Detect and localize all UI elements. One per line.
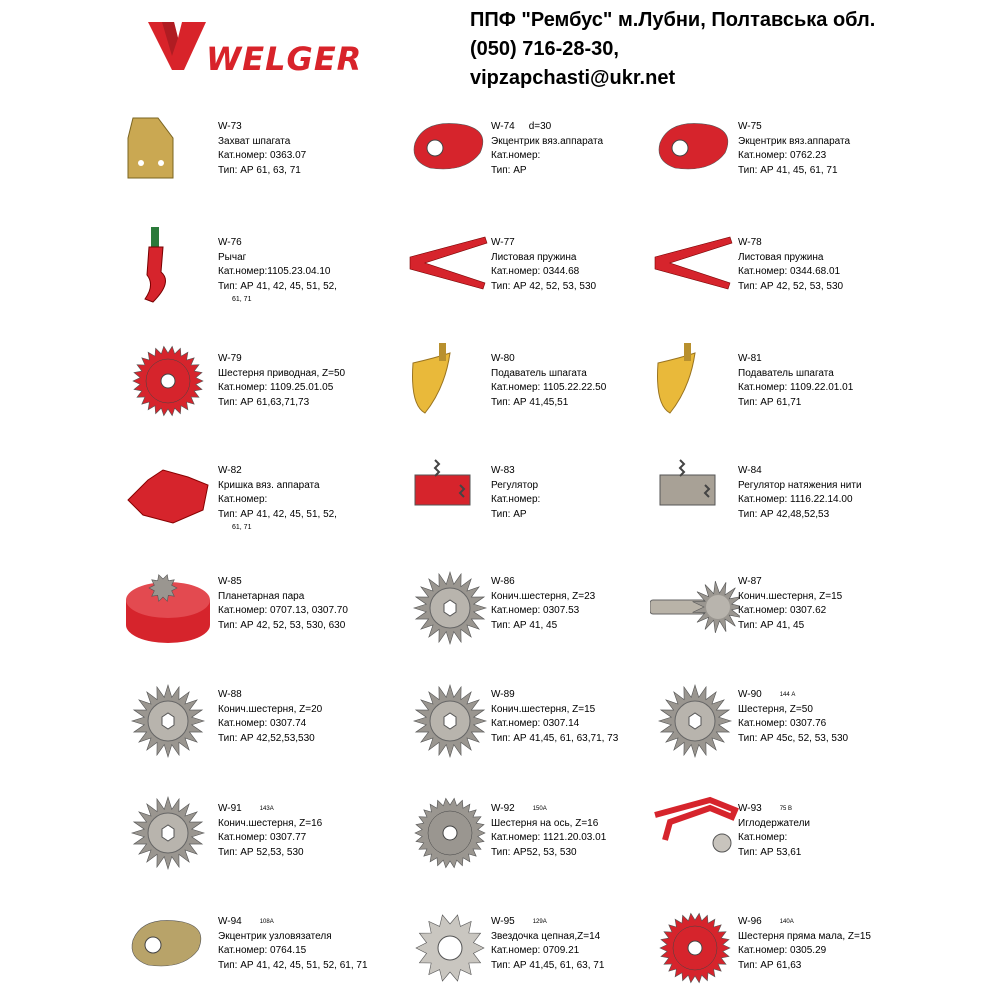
part-code-row	[491, 802, 606, 817]
part-code-row	[491, 352, 606, 367]
part-type: Тип: АР 61,71	[738, 396, 802, 408]
part-description	[491, 120, 603, 178]
part-type-continued: 61, 71	[232, 524, 252, 531]
brand-name: WELGER	[206, 40, 363, 78]
part-note: 75 В	[779, 806, 793, 812]
part-code: W-85	[218, 576, 242, 587]
part-code-row	[218, 575, 348, 590]
part-code-row	[491, 236, 596, 251]
part-type: Тип: АР 41, 45	[491, 619, 558, 631]
contact-phone: (050) 716-28-30,	[470, 38, 619, 60]
part-description	[738, 236, 843, 294]
needle-holder-icon	[650, 795, 740, 880]
part-name: Подаватель шпагата	[491, 367, 587, 379]
part-description	[218, 575, 348, 633]
part-catalog-number: Кат.номер:	[491, 150, 541, 161]
part-code: W-88	[218, 689, 242, 700]
planetary-gear-icon	[123, 570, 213, 655]
part-description	[491, 236, 596, 294]
cover-icon	[123, 455, 213, 540]
part-catalog-number: Кат.номер: 1109.22.01.01	[738, 382, 854, 393]
part-code-row	[738, 575, 842, 590]
part-type: Тип: АР 45с, 52, 53, 530	[738, 732, 849, 744]
part-type: Тип: АР 41,45,51	[491, 396, 569, 408]
part-code-row	[738, 688, 848, 703]
part-code-row	[491, 120, 603, 135]
bevel-gear-shaft-icon	[650, 570, 740, 655]
part-description	[218, 236, 337, 306]
part-description	[491, 688, 618, 746]
part-catalog-number: Кат.номер: 0344.68	[491, 266, 580, 277]
part-code-row	[738, 120, 850, 135]
bevel-gear-icon	[650, 683, 740, 768]
part-type: Тип: АР 52,53, 530	[218, 846, 304, 858]
part-name: Экцентрик вяз.аппарата	[491, 135, 604, 147]
part-description	[738, 802, 810, 860]
part-code-row	[218, 120, 306, 135]
part-type: Тип: АР 53,61	[738, 846, 802, 858]
part-code: W-89	[491, 689, 515, 700]
part-catalog-number: Кат.номер: 0307.74	[218, 718, 307, 729]
part-name: Звездочка цепная,Z=14	[491, 930, 601, 942]
part-code: W-73	[218, 121, 242, 132]
bevel-gear-icon	[405, 570, 495, 655]
part-catalog-number: Кат.номер:	[218, 494, 268, 505]
part-name: Шестерня, Z=50	[738, 703, 813, 715]
part-type: Тип: АР 42, 52, 53, 530, 630	[218, 619, 346, 631]
part-name: Экцентрик узловязателя	[218, 930, 332, 942]
part-type: Тип: АР 42,52,53,530	[218, 732, 315, 744]
part-note: 129А	[532, 919, 547, 925]
part-name: Кришка вяз. аппарата	[218, 479, 320, 491]
part-type: Тип: АР 42, 52, 53, 530	[738, 280, 844, 292]
part-name: Экцентрик вяз.аппарата	[738, 135, 851, 147]
part-type: Тип: АР 41, 42, 45, 51, 52,	[218, 508, 337, 520]
part-type: Тип: АР 61, 63, 71	[218, 164, 301, 176]
part-description	[218, 802, 322, 860]
part-description	[491, 464, 540, 522]
part-code: W-84	[738, 465, 762, 476]
feeder-icon	[650, 343, 740, 428]
part-type: Тип: АР	[491, 508, 527, 520]
gear-icon	[123, 343, 213, 428]
part-type: Тип: АР 42,48,52,53	[738, 508, 830, 520]
part-catalog-number: Кат.номер: 0307.76	[738, 718, 827, 729]
part-code: W-90	[738, 689, 762, 700]
part-type-continued: 61, 71	[232, 296, 252, 303]
part-code-row	[491, 464, 540, 479]
part-catalog-number: Кат.номер: 0709.21	[491, 945, 580, 956]
part-code: W-86	[491, 576, 515, 587]
part-catalog-number: Кат.номер: 0307.14	[491, 718, 580, 729]
gear-icon	[650, 910, 740, 995]
eccentric-icon	[123, 910, 213, 995]
part-catalog-number: Кат.номер:	[491, 494, 541, 505]
part-description	[738, 464, 862, 522]
part-name: Подаватель шпагата	[738, 367, 834, 379]
bevel-gear-icon	[123, 683, 213, 768]
feeder-icon	[405, 343, 495, 428]
part-name: Конич.шестерня, Z=20	[218, 703, 323, 715]
part-code-row	[218, 915, 368, 930]
part-description	[491, 575, 595, 633]
contact-block	[470, 6, 990, 93]
part-description	[738, 120, 850, 178]
part-code: W-81	[738, 353, 762, 364]
part-catalog-number: Кат.номер: 1105.22.22.50	[491, 382, 607, 393]
part-type: Тип: АР 41, 42, 45, 51, 52, 61, 71	[218, 959, 368, 971]
part-description	[218, 688, 322, 746]
part-description	[738, 352, 853, 410]
part-name: Конич.шестерня, Z=15	[738, 590, 843, 602]
bracket-icon	[123, 113, 213, 198]
part-type: Тип: АР 41, 42, 45, 51, 52,	[218, 280, 337, 292]
part-type: Тип: АР 41, 45	[738, 619, 805, 631]
part-name: Регулятор	[491, 479, 539, 491]
part-code-row	[738, 915, 871, 930]
part-note: 143А	[259, 806, 274, 812]
part-code-row	[738, 352, 853, 367]
part-code: W-83	[491, 465, 515, 476]
part-catalog-number: Кат.номер: 1109.25.01.05	[218, 382, 334, 393]
part-name: Шестерня на ось, Z=16	[491, 817, 599, 829]
part-type: Тип: АР 61,63	[738, 959, 802, 971]
part-description	[738, 688, 848, 746]
part-note: 150А	[532, 806, 547, 812]
part-description	[218, 352, 345, 410]
part-catalog-number: Кат.номер: 0307.77	[218, 832, 307, 843]
part-catalog-number: Кат.номер: 0363.07	[218, 150, 307, 161]
part-description	[491, 915, 604, 973]
part-type: Тип: АР 41,45, 61, 63, 71	[491, 959, 605, 971]
regulator-icon	[405, 455, 495, 540]
part-name: Регулятор натяжения нити	[738, 479, 862, 491]
part-code: W-95	[491, 916, 515, 927]
part-type: Тип: АР 41,45, 61, 63,71, 73	[491, 732, 619, 744]
part-code-row	[491, 915, 604, 930]
part-code-row	[218, 688, 322, 703]
part-catalog-number: Кат.номер: 1121.20.03.01	[491, 832, 607, 843]
part-code-row	[218, 236, 337, 251]
part-name: Конич.шестерня, Z=15	[491, 703, 596, 715]
eccentric-icon	[405, 113, 495, 198]
part-code-row	[738, 464, 862, 479]
part-type: Тип: АР 42, 52, 53, 530	[491, 280, 597, 292]
part-name: Листовая пружина	[491, 251, 577, 263]
part-name: Шестерня приводная, Z=50	[218, 367, 346, 379]
part-code: W-75	[738, 121, 762, 132]
part-catalog-number: Кат.номер: 1116.22.14.00	[738, 494, 853, 505]
sprocket-icon	[405, 910, 495, 995]
part-code-row	[218, 464, 337, 479]
part-code: W-91	[218, 803, 242, 814]
welger-v-emblem-icon	[148, 18, 208, 73]
part-type: Тип: АР52, 53, 530	[491, 846, 577, 858]
part-type: Тип: АР 61,63,71,73	[218, 396, 310, 408]
part-code: W-80	[491, 353, 515, 364]
leaf-spring-icon	[405, 227, 495, 312]
part-code: W-74	[491, 121, 515, 132]
part-catalog-number: Кат.номер:	[738, 832, 788, 843]
part-code-row	[491, 688, 618, 703]
part-name: Шестерня пряма мала, Z=15	[738, 930, 871, 942]
regulator-icon	[650, 455, 740, 540]
part-catalog-number: Кат.номер: 0344.68.01	[738, 266, 841, 277]
gear-icon	[405, 795, 495, 880]
part-code-row	[491, 575, 595, 590]
contact-email[interactable]: vipzapchasti@ukr.net	[470, 67, 676, 89]
part-code: W-92	[491, 803, 515, 814]
part-code: W-77	[491, 237, 515, 248]
part-description	[491, 352, 606, 410]
part-code: W-96	[738, 916, 762, 927]
part-catalog-number: Кат.номер: 0707.13, 0307.70	[218, 605, 348, 616]
part-note: 108А	[259, 919, 274, 925]
bevel-gear-icon	[405, 683, 495, 768]
part-name: Конич.шестерня, Z=23	[491, 590, 596, 602]
part-code-row	[738, 802, 810, 817]
part-code-row	[218, 352, 345, 367]
part-name: Иглодержатели	[738, 817, 811, 829]
part-catalog-number: Кат.номер: 0307.62	[738, 605, 827, 616]
part-code: W-93	[738, 803, 762, 814]
part-type: Тип: АР	[491, 164, 527, 176]
part-note: 140А	[779, 919, 794, 925]
part-catalog-number: Кат.номер: 0764.15	[218, 945, 307, 956]
part-type: Тип: АР 41, 45, 61, 71	[738, 164, 838, 176]
part-description	[218, 120, 306, 178]
part-name: Конич.шестерня, Z=16	[218, 817, 323, 829]
part-catalog-number: Кат.номер:1105.23.04.10	[218, 266, 331, 277]
part-code: W-76	[218, 237, 242, 248]
part-description	[738, 915, 871, 973]
part-description	[218, 915, 368, 973]
part-catalog-number: Кат.номер: 0307.53	[491, 605, 580, 616]
part-description	[218, 464, 337, 534]
part-name: Листовая пружина	[738, 251, 824, 263]
part-name: Планетарная пара	[218, 590, 305, 602]
part-code: W-82	[218, 465, 242, 476]
lever-icon	[123, 227, 213, 312]
part-name: Рычаг	[218, 251, 247, 263]
part-code: W-79	[218, 353, 242, 364]
part-name: Захват шпагата	[218, 135, 291, 147]
eccentric-icon	[650, 113, 740, 198]
contact-company: ППФ "Рембус" м.Лубни, Полтавська обл.	[470, 9, 876, 31]
part-description	[491, 802, 606, 860]
part-code-row	[218, 802, 322, 817]
part-catalog-number: Кат.номер: 0762.23	[738, 150, 827, 161]
leaf-spring-icon	[650, 227, 740, 312]
part-code-row	[738, 236, 843, 251]
part-code: W-94	[218, 916, 242, 927]
bevel-gear-icon	[123, 795, 213, 880]
part-catalog-number: Кат.номер: 0305.29	[738, 945, 827, 956]
part-note: 144 А	[779, 692, 796, 698]
part-description	[738, 575, 842, 633]
part-code: W-87	[738, 576, 762, 587]
part-note: d=30	[528, 121, 552, 132]
part-code: W-78	[738, 237, 762, 248]
